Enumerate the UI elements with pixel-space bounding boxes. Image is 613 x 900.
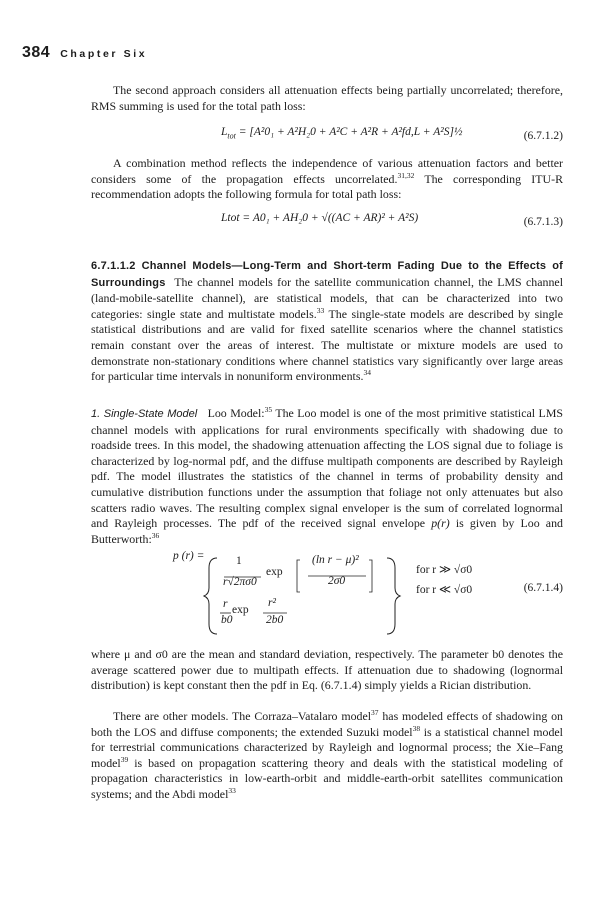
paragraph-loo-model [91, 406, 563, 547]
para-text: A combination method reflects the independence of various attenuation factors and better considers some of the propagation effects uncorrelated. [91, 156, 563, 186]
equation-body: Ltot = A0₁ + AH₂0 + √((AC + AR)² + A²S) [221, 212, 419, 224]
case1-den: r√2πσ0 [223, 576, 257, 588]
ref-marker: 31,32 [397, 170, 415, 180]
ref-marker: 33 [316, 305, 325, 315]
paragraph-other-models [91, 709, 563, 803]
para-text: is based on propagation scattering theory and deals with the statistical modeling of propagation characteristics in low-earth-orbit and middle-earth-orbit satellites communication systems; and the Abdi model [91, 755, 563, 801]
equation-number: (6.7.1.2) [523, 130, 563, 142]
ref-marker: 34 [363, 368, 371, 378]
subsection-label: 1. Single-State Model [91, 408, 198, 420]
running-header [22, 44, 147, 62]
case1-exp-num: (ln r − μ)² [312, 554, 359, 566]
para-text: There are other models. The Corraza–Vatalaro model [113, 709, 372, 723]
page-number: 384 [22, 44, 51, 61]
section-text: The channel models for the satellite communication channel, the LMS channel (land-mobile-satellite channel), are statistical models, that can be characterized into two categories: single state and multistate models. [91, 274, 564, 321]
case2-exp-den: 2b0 [266, 614, 284, 626]
para-text: The corresponding ITU-R recommendation adopts the following formula for total path loss: [91, 171, 563, 202]
eq-lhs: p (r) = [173, 550, 205, 562]
case1-condition: for r ≫ √σ0 [416, 564, 473, 576]
section-channel-models [91, 258, 563, 385]
case2-den: b0 [221, 614, 233, 626]
case1-exp-den: 2σ0 [328, 575, 346, 587]
piecewise-bracket [203, 556, 563, 636]
equation-number: (6.7.1.3) [523, 216, 563, 228]
section-text: The single-state models are described by single statistical distributions and are valid for fixed satellite scenarios where the channel statistics remain constant over the areas of interest. The multistate or mixture models are used to demonstrate non-stationary conditions where channel statistics vary significantly over large areas for particular time intervals in nonuniform environments. [91, 306, 563, 384]
lead-text: Loo Model: [207, 406, 265, 420]
para-text: is given by Loo and Butterworth: [91, 516, 563, 546]
para-text: has modeled effects of shadowing on both the LOS and diffuse components; the extended Suzuki model [91, 709, 563, 739]
case1-coef: 1 [236, 555, 242, 567]
exp-label: exp [266, 566, 283, 578]
equation-body [221, 126, 463, 140]
paragraph-rms: The second approach considers all attenuation effects being partially uncorrelated; therefore, RMS summing is used for the total path loss: [91, 83, 563, 113]
ref-marker: 33 [228, 786, 236, 795]
paragraph-combination [91, 156, 563, 203]
case2-condition: for r ≪ √σ0 [416, 584, 473, 596]
ref-marker: 36 [151, 530, 160, 540]
para-text: The Loo model is one of the most primitive statistical LMS channel models with applications for rural environments specifically with shadowing due to roadside trees. In this model, the shadowing attenuation affecting the LOS signal due to foliage is characterized by log-normal pdf, and the diffuse multipath components are described by Rayleigh pdf. The model illustrates the statistics of the channel in terms of probability density and cumulative distribution functions under the assumption that foliage not only attenuates but also scatters radio waves. The resulting complex signal enveloper is the sum of correlated lognormal and Rayleigh processes. The pdf of the received signal envelope [91, 406, 564, 531]
equation-number: (6.7.1.4) [523, 582, 563, 594]
case2-exp-num: r² [268, 597, 276, 609]
para-text: is a statistical channel model for terrestrial communications characterized by Rayleigh and lognormal process; the Xie–Fang model [91, 724, 563, 770]
equation-6-7-1-3 [91, 212, 563, 238]
equation-6-7-1-2 [91, 126, 563, 152]
ref-marker: 38 [412, 723, 421, 733]
eq-lhs: $L_{tot}$ [221, 126, 236, 141]
equation-6-7-1-4 [148, 550, 563, 630]
ref-marker: 35 [264, 405, 273, 415]
exp-label: exp [232, 604, 249, 616]
paragraph-where: where μ and σ0 are the mean and standard deviation, respectively. The parameter b0 denotes the average scattered power due to multipath effects. If attenuation due to shadowing (lognormal distribution) is kept constant then the pdf in Eq. (6.7.1.4) simply yields a Rician distribution. [91, 647, 563, 693]
inline-math: p(r) [431, 516, 450, 531]
eq-rhs: = [A²0₁ + A²H₂0 + A²C + A²R + A²fd,L + A²S]½ [238, 126, 463, 138]
chapter-title: Chapter Six [60, 48, 148, 60]
section-heading: 6.7.1.1.2 Channel Models—Long-Term and Short-term Fading Due to the Effects of Surroundings [91, 260, 563, 289]
case2-num: r [223, 598, 228, 610]
ref-marker: 39 [120, 754, 129, 764]
ref-marker: 37 [371, 708, 379, 718]
